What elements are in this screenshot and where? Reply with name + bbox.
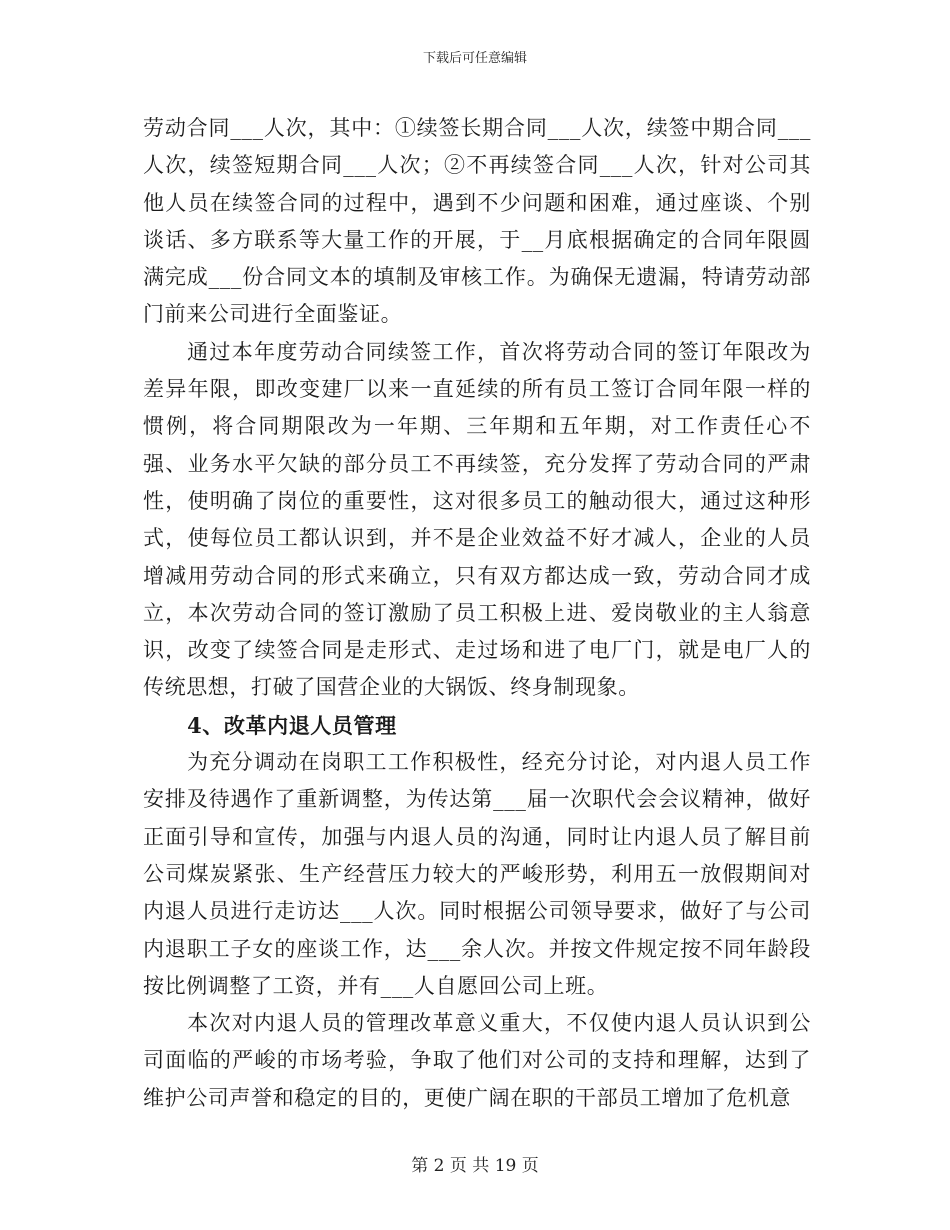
paragraph-contract-renewal: 通过本年度劳动合同续签工作，首次将劳动合同的签订年限改为差异年限，即改变建厂以来一直延续的所有员工签订合同年限一样的惯例，将合同期限改为一年期、三年期和五年期，对工作责任心不强、业务水平欠缺的部分员工不再续签，充分发挥了劳动合同的严肃性，使明确了岗位的重要性，这对很多员工的触动很大，通过这种形式，使每位员工都认识到，并不是企业效益不好才减人，企业的人员增减用劳动合同的形式来确立，只有双方都达成一致，劳动合同才成立，本次劳动合同的签订激励了员工积极上进、爱岗敬业的主人翁意识，改变了续签合同是走形式、走过场和进了电厂门，就是电厂人的传统思想，打破了国营企业的大锅饭、终身制现象。 (143, 339, 811, 700)
paragraph-reform-significance: 本次对内退人员的管理改革意义重大，不仅使内退人员认识到公司面临的严峻的市场考验，争取了他们对公司的支持和理解，达到了维护公司声誉和稳定的目的，更使广阔在职的干部员工增加了危机意 (143, 1011, 811, 1110)
section-heading-retired-staff: 4、改革内退人员管理 (187, 712, 397, 738)
paragraph-retired-staff-adjustment: 为充分调动在岗职工工作积极性，经充分讨论，对内退人员工作安排及待遇作了重新调整，为传达第___届一次职代会会议精神，做好正面引导和宣传，加强与内退人员的沟通，同时让内退人员了解目前公司煤炭紧张、生产经营压力较大的严峻形势，利用五一放假期间对内退人员进行走访达___人次。同时根据公司领导要求，做好了与公司内退职工子女的座谈工作，达___余人次。并按文件规定按不同年龄段按比例调整了工资，并有___人自愿回公司上班。 (143, 750, 811, 998)
page-header: 下载后可任意编辑 (422, 51, 527, 66)
paragraph-contract-stats: 劳动合同___人次，其中：①续签长期合同___人次，续签中期合同___人次，续签短期合同___人次；②不再续签合同___人次，针对公司其他人员在续签合同的过程中，遇到不少问题和困难，通过座谈、个别谈话、多方联系等大量工作的开展，于__月底根据确定的合同年限圆满完成___份合同文本的填制及审核工作。为确保无遗漏，特请劳动部门前来公司进行全面鉴证。 (143, 116, 811, 327)
page-number: 第 2 页 共 19 页 (411, 1156, 539, 1176)
document-body (143, 110, 811, 1117)
